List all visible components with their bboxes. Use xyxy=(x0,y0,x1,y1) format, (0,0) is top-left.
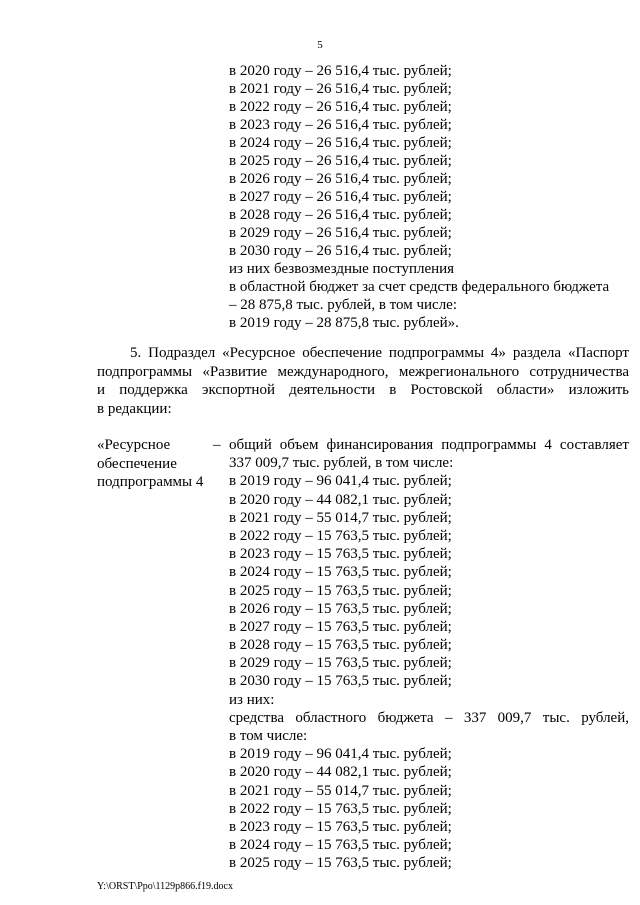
resource-values xyxy=(229,436,629,873)
resource-value-line: в 2020 году – 44 082,1 тыс. рублей; xyxy=(229,764,452,781)
resource-value-line: общий объем финансирования подпрограммы 4 составляет xyxy=(229,437,629,453)
resource-value-line: в 2027 году – 15 763,5 тыс. рублей; xyxy=(229,618,452,635)
resource-value-line: в 2022 году – 15 763,5 тыс. рублей; xyxy=(229,527,452,544)
funding-line: в 2028 году – 26 516,4 тыс. рублей; xyxy=(229,207,452,223)
resource-value-line: в 2023 году – 15 763,5 тыс. рублей; xyxy=(229,546,452,563)
resource-value-line: из них: xyxy=(229,691,275,708)
funding-line: в 2026 году – 26 516,4 тыс. рублей; xyxy=(229,171,452,187)
resource-value-line: в том числе: xyxy=(229,728,308,744)
resource-label xyxy=(97,436,227,492)
resource-value-line: в 2021 году – 55 014,7 тыс. рублей; xyxy=(229,782,452,799)
funding-line: в 2022 году – 26 516,4 тыс. рублей; xyxy=(229,99,452,115)
resource-value-line: в 2021 году – 55 014,7 тыс. рублей; xyxy=(229,509,452,526)
resource-value-line: в 2022 году – 15 763,5 тыс. рублей; xyxy=(229,800,452,817)
funding-line: в 2025 году – 26 516,4 тыс. рублей; xyxy=(229,153,452,169)
funding-line: в областной бюджет за счет средств федерального бюджета xyxy=(229,279,610,295)
resource-value-line: в 2025 году – 15 763,5 тыс. рублей; xyxy=(229,582,452,599)
resource-value-line: в 2026 году – 15 763,5 тыс. рублей; xyxy=(229,600,452,617)
funding-line: в 2021 году – 26 516,4 тыс. рублей; xyxy=(229,81,452,97)
label-dash: – xyxy=(213,437,221,453)
resource-value-line: в 2024 году – 15 763,5 тыс. рублей; xyxy=(229,564,452,581)
funding-continuation-list xyxy=(229,62,629,332)
funding-line: из них безвозмездные поступления xyxy=(229,261,455,277)
heading-line: подпрограммы «Развитие международного, межрегионального сотрудничества xyxy=(97,363,629,380)
resource-value-line: в 2030 году – 15 763,5 тыс. рублей; xyxy=(229,673,452,690)
funding-line: в 2023 году – 26 516,4 тыс. рублей; xyxy=(229,117,452,133)
resource-label-line: обеспечение xyxy=(97,455,177,472)
resource-value-line: в 2028 году – 15 763,5 тыс. рублей; xyxy=(229,637,452,654)
resource-value-line: в 2023 году – 15 763,5 тыс. рублей; xyxy=(229,818,452,835)
heading-line: и поддержка экспортной деятельности в Ростовской области» изложить xyxy=(97,382,629,398)
resource-value-line: средства областного бюджета – 337 009,7 тыс. рублей, xyxy=(229,709,629,726)
resource-value-line: в 2024 году – 15 763,5 тыс. рублей; xyxy=(229,837,452,854)
section-4-heading xyxy=(97,344,629,418)
resource-value-line: в 2019 году – 96 041,4 тыс. рублей; xyxy=(229,473,452,490)
file-path-footer: Y:\ORST\Ppo\1129p866.f19.docx xyxy=(97,881,233,892)
heading-line: 5. Подраздел «Ресурсное обеспечение подпрограммы 4» раздела «Паспорт xyxy=(130,345,629,361)
resource-label-line: «Ресурсное xyxy=(97,437,171,453)
resource-value-line: в 2025 году – 15 763,5 тыс. рублей; xyxy=(229,855,452,872)
resource-value-line: в 2019 году – 96 041,4 тыс. рублей; xyxy=(229,746,452,763)
resource-value-line: в 2020 году – 44 082,1 тыс. рублей; xyxy=(229,491,452,508)
funding-line: в 2029 году – 26 516,4 тыс. рублей; xyxy=(229,225,452,241)
resource-label-line: подпрограммы 4 xyxy=(97,474,204,490)
funding-line: в 2027 году – 26 516,4 тыс. рублей; xyxy=(229,189,452,205)
page-number: 5 xyxy=(317,39,323,51)
heading-line: в редакции: xyxy=(97,400,172,417)
funding-line: в 2019 году – 28 875,8 тыс. рублей». xyxy=(229,315,459,331)
funding-line: в 2030 году – 26 516,4 тыс. рублей; xyxy=(229,243,452,259)
funding-line: в 2020 году – 26 516,4 тыс. рублей; xyxy=(229,63,452,79)
resource-value-line: в 2029 году – 15 763,5 тыс. рублей; xyxy=(229,655,452,672)
funding-line: в 2024 году – 26 516,4 тыс. рублей; xyxy=(229,135,452,151)
funding-line: – 28 875,8 тыс. рублей, в том числе: xyxy=(229,297,458,313)
resource-value-line: 337 009,7 тыс. рублей, в том числе: xyxy=(229,455,454,472)
